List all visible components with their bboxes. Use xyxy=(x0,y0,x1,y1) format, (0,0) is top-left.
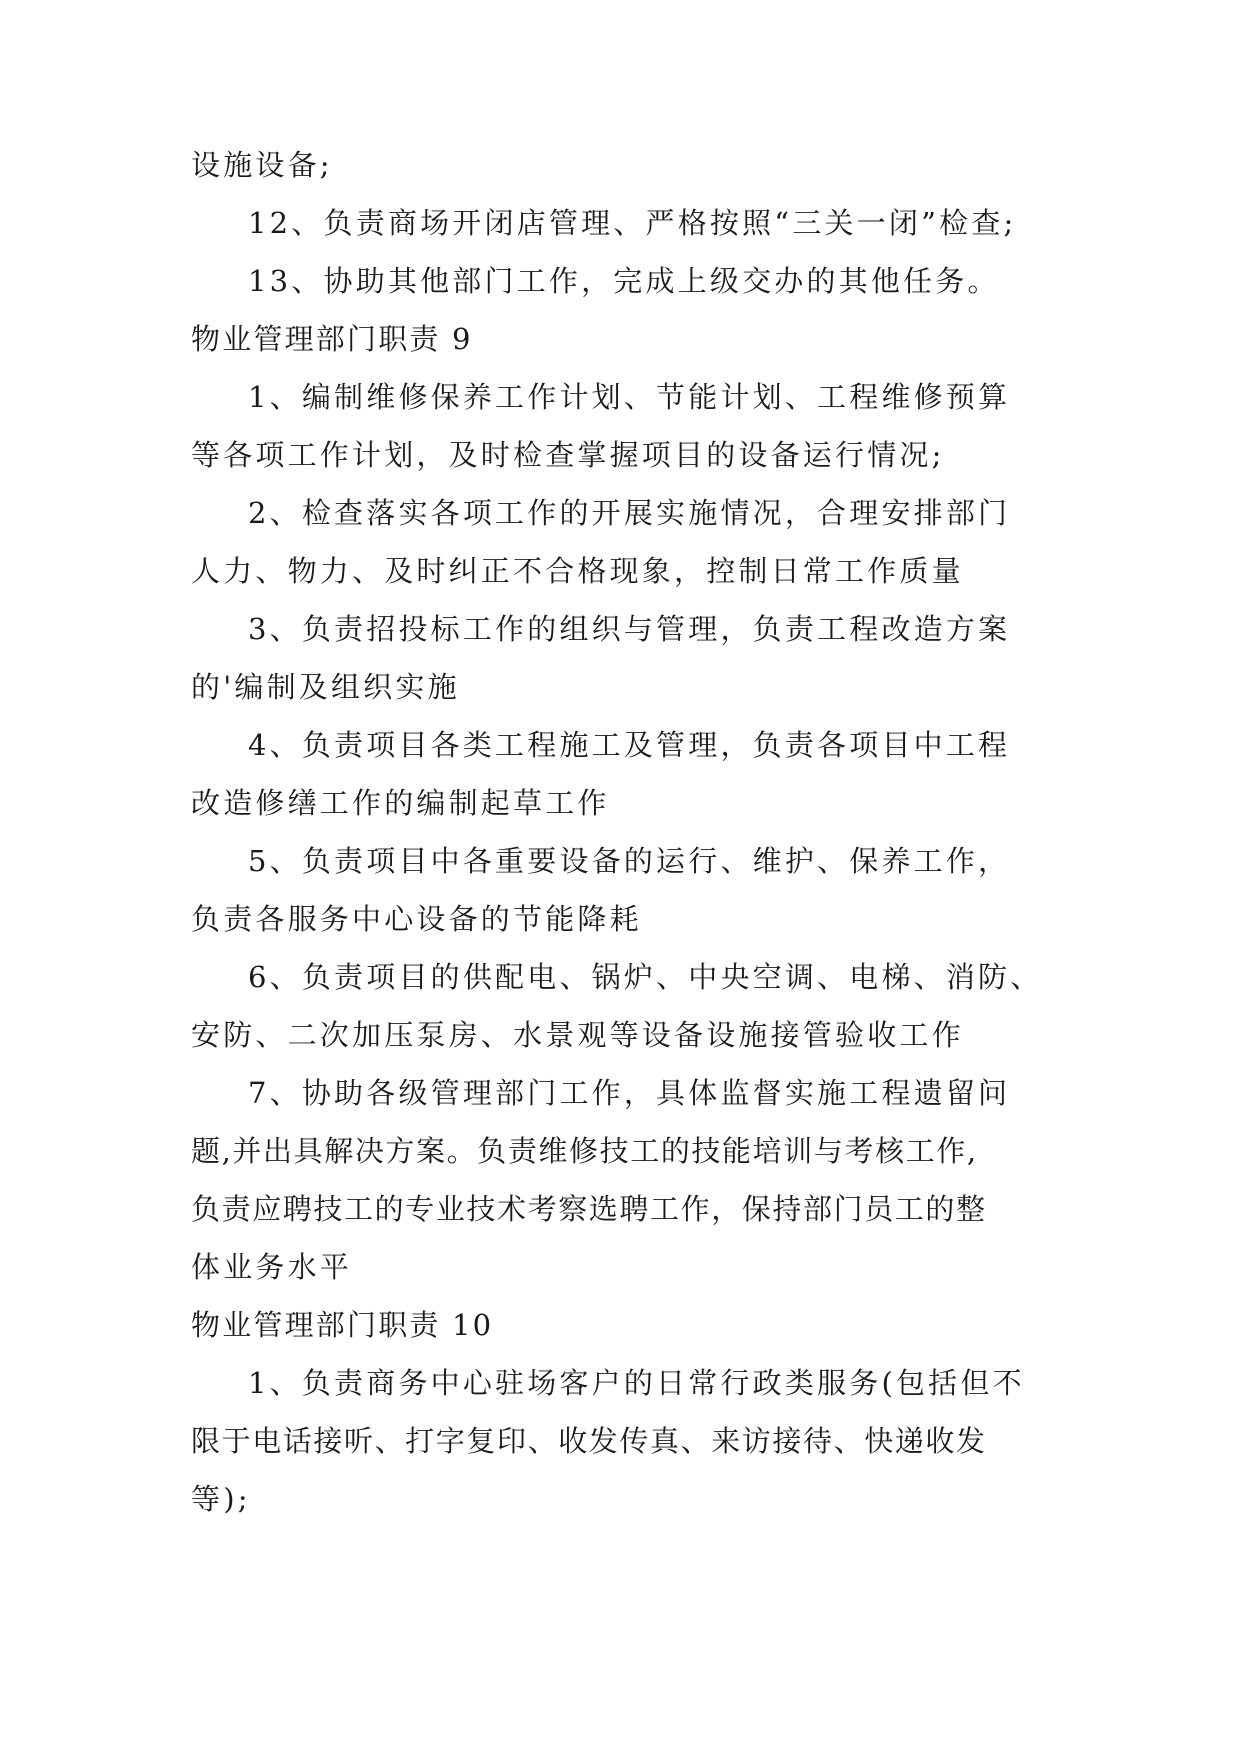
text-line: 负责应聘技工的专业技术考察选聘工作，保持部门员工的整 xyxy=(191,1192,987,1226)
section-heading: 物业管理部门职责 10 xyxy=(191,1308,494,1342)
text-line: 等各项工作计划，及时检查掌握项目的设备运行情况; xyxy=(191,438,945,472)
text-line: 3、负责招投标工作的组织与管理，负责工程改造方案 xyxy=(248,612,1011,646)
text-line: 6、负责项目的供配电、锅炉、中央空调、电梯、消防、 xyxy=(248,960,1043,994)
text-line: 体业务水平 xyxy=(191,1250,353,1284)
text-line: 安防、二次加压泵房、水景观等设备设施接管验收工作 xyxy=(191,1018,964,1052)
text-line: 等); xyxy=(191,1482,251,1516)
text-line: 1、编制维修保养工作计划、节能计划、工程维修预算 xyxy=(248,380,1011,414)
text-line: 改造修缮工作的编制起草工作 xyxy=(191,786,610,820)
text-line: 负责各服务中心设备的节能降耗 xyxy=(191,902,642,936)
text-line: 7、协助各级管理部门工作，具体监督实施工程遗留问 xyxy=(248,1076,1011,1110)
text-line: 题,并出具解决方案。负责维修技工的技能培训与考核工作, xyxy=(191,1134,978,1168)
text-line: 限于电话接听、打字复印、收发传真、来访接待、快递收发 xyxy=(191,1424,987,1458)
section-heading: 物业管理部门职责 9 xyxy=(191,322,473,356)
text-line: 的'编制及组织实施 xyxy=(191,670,460,704)
text-line: 2、检查落实各项工作的开展实施情况，合理安排部门 xyxy=(248,496,1011,530)
text-line: 1、负责商务中心驻场客户的日常行政类服务(包括但不 xyxy=(248,1366,1025,1400)
text-line: 4、负责项目各类工程施工及管理，负责各项目中工程 xyxy=(248,728,1011,762)
text-line: 人力、物力、及时纠正不合格现象，控制日常工作质量 xyxy=(191,554,964,588)
text-line: 12、负责商场开闭店管理、严格按照“三关一闭”检查; xyxy=(248,206,1017,240)
text-line: 5、负责项目中各重要设备的运行、维护、保养工作， xyxy=(248,844,1011,878)
text-line: 设施设备; xyxy=(191,148,333,182)
text-line: 13、协助其他部门工作，完成上级交办的其他任务。 xyxy=(248,264,1000,298)
